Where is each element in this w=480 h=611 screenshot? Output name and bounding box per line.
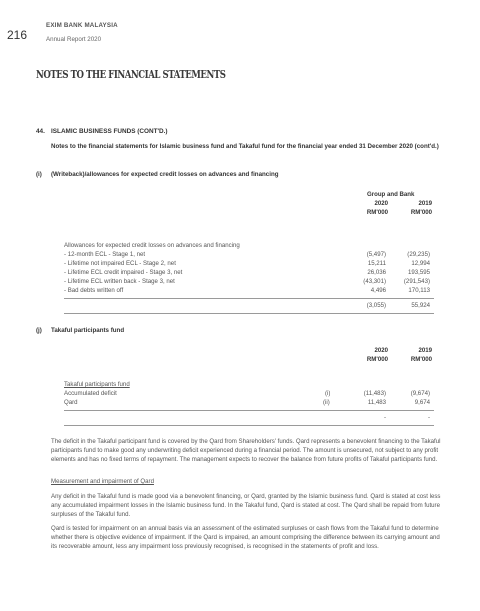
total-underline	[64, 313, 434, 314]
j-col-2020-header: 2020	[374, 347, 388, 354]
j-total-divider	[64, 410, 434, 411]
qard-paragraph-1: The deficit in the Takaful participant fund is covered by the Qard from Shareholders' funds. Qard represents a benevolent financing to the Takaful participants fund to make good any underwriting deficit experienced during a financial period. The amount is unsecured, not subject to any profit elements and has no fixed terms of repayment. The management expects to recover the balance from future profits of Takaful participants fund.	[51, 438, 441, 463]
table-row-2020: (43,301)	[363, 278, 386, 285]
table-row-2020: 26,036	[367, 269, 386, 276]
group-bank-label: Group and Bank	[367, 191, 415, 198]
table-row-2019: 193,595	[407, 269, 430, 276]
col-2019-header: 2019	[418, 200, 432, 207]
table-row-2019: 12,994	[411, 260, 430, 267]
j-total-2019: -	[427, 414, 430, 421]
table-row-2020: 4,496	[370, 287, 386, 294]
table-row-2019: (29,235)	[407, 251, 430, 258]
report-name: Annual Report 2020	[46, 36, 102, 43]
qard-paragraph-2: Any deficit in the Takaful fund is made good via a benevolent financing, or Qard, granted by the Islamic business fund. Qard is stated at cost less any accumulated impairment losses in the Islamic business fund. In the Takaful fund, Qard is stated at cost. The Qard shall be repaid from future surpluses of the Takaful fund.	[51, 493, 441, 518]
table-row-2020: (11,483)	[363, 390, 386, 397]
j-col-2020-unit: RM'000	[366, 356, 388, 363]
section-intro: Notes to the financial statements for Islamic business fund and Takaful fund for the financial year ended 31 December 2020 (cont'd.)	[51, 143, 439, 150]
takaful-heading: Takaful participants fund	[64, 381, 130, 388]
ecl-heading: Allowances for expected credit losses on advances and financing	[64, 242, 240, 249]
col-2020-unit: RM'000	[366, 209, 388, 216]
table-row-2019: (9,674)	[410, 390, 430, 397]
table-row-2020: 11,483	[367, 399, 386, 406]
table-row-2019: 9,674	[414, 399, 430, 406]
table-row-2020: (5,497)	[366, 251, 386, 258]
j-col-2019-unit: RM'000	[410, 356, 432, 363]
sub-i-label: (i)	[36, 171, 42, 178]
j-total-2020: -	[383, 414, 386, 421]
j-total-underline	[64, 425, 434, 426]
bank-name: EXIM BANK MALAYSIA	[46, 22, 118, 29]
col-2020-header: 2020	[374, 200, 388, 207]
total-2019: 55,924	[411, 302, 430, 309]
section-title: ISLAMIC BUSINESS FUNDS (CONT'D.)	[51, 128, 168, 135]
sub-j-title: Takaful participants fund	[51, 327, 125, 334]
table-row-2019: (291,543)	[403, 278, 430, 285]
table-row-label: - Bad debts written off	[64, 287, 124, 294]
section-number: 44.	[36, 128, 45, 135]
total-divider	[64, 298, 434, 299]
col-2019-unit: RM'000	[410, 209, 432, 216]
sub-j-label: (j)	[36, 327, 42, 334]
table-row-label: Qard	[64, 399, 78, 406]
table-row-ref: (ii)	[323, 399, 330, 406]
sub-i-title: (Writeback)/allowances for expected credit losses on advances and financing	[51, 171, 279, 178]
table-row-label: Accumulated deficit	[64, 390, 117, 397]
measurement-heading: Measurement and impairment of Qard	[51, 478, 154, 485]
total-2020: (3,055)	[366, 302, 386, 309]
page-number: 216	[7, 28, 28, 42]
j-col-2019-header: 2019	[418, 347, 432, 354]
notes-title: NOTES TO THE FINANCIAL STATEMENTS	[36, 68, 226, 81]
table-row-ref: (i)	[325, 390, 331, 397]
table-row-label: - Lifetime ECL written back - Stage 3, net	[64, 278, 175, 285]
table-row-2019: 170,113	[408, 287, 430, 294]
table-row-2020: 15,211	[367, 260, 386, 267]
table-row-label: - 12-month ECL - Stage 1, net	[64, 251, 146, 258]
qard-paragraph-3: Qard is tested for impairment on an annual basis via an assessment of the estimated surpluses or cash flows from the Takaful fund to determine whether there is objective evidence of impairment. If the Qard is impaired, an amount comprising the difference between its carrying amount and its recoverable amount, less any impairment loss previously recognised, is recognised in the statements of profit and loss.	[51, 525, 440, 550]
table-row-label: - Lifetime ECL credit impaired - Stage 3, net	[64, 269, 183, 276]
table-row-label: - Lifetime not impaired ECL - Stage 2, net	[64, 260, 176, 267]
